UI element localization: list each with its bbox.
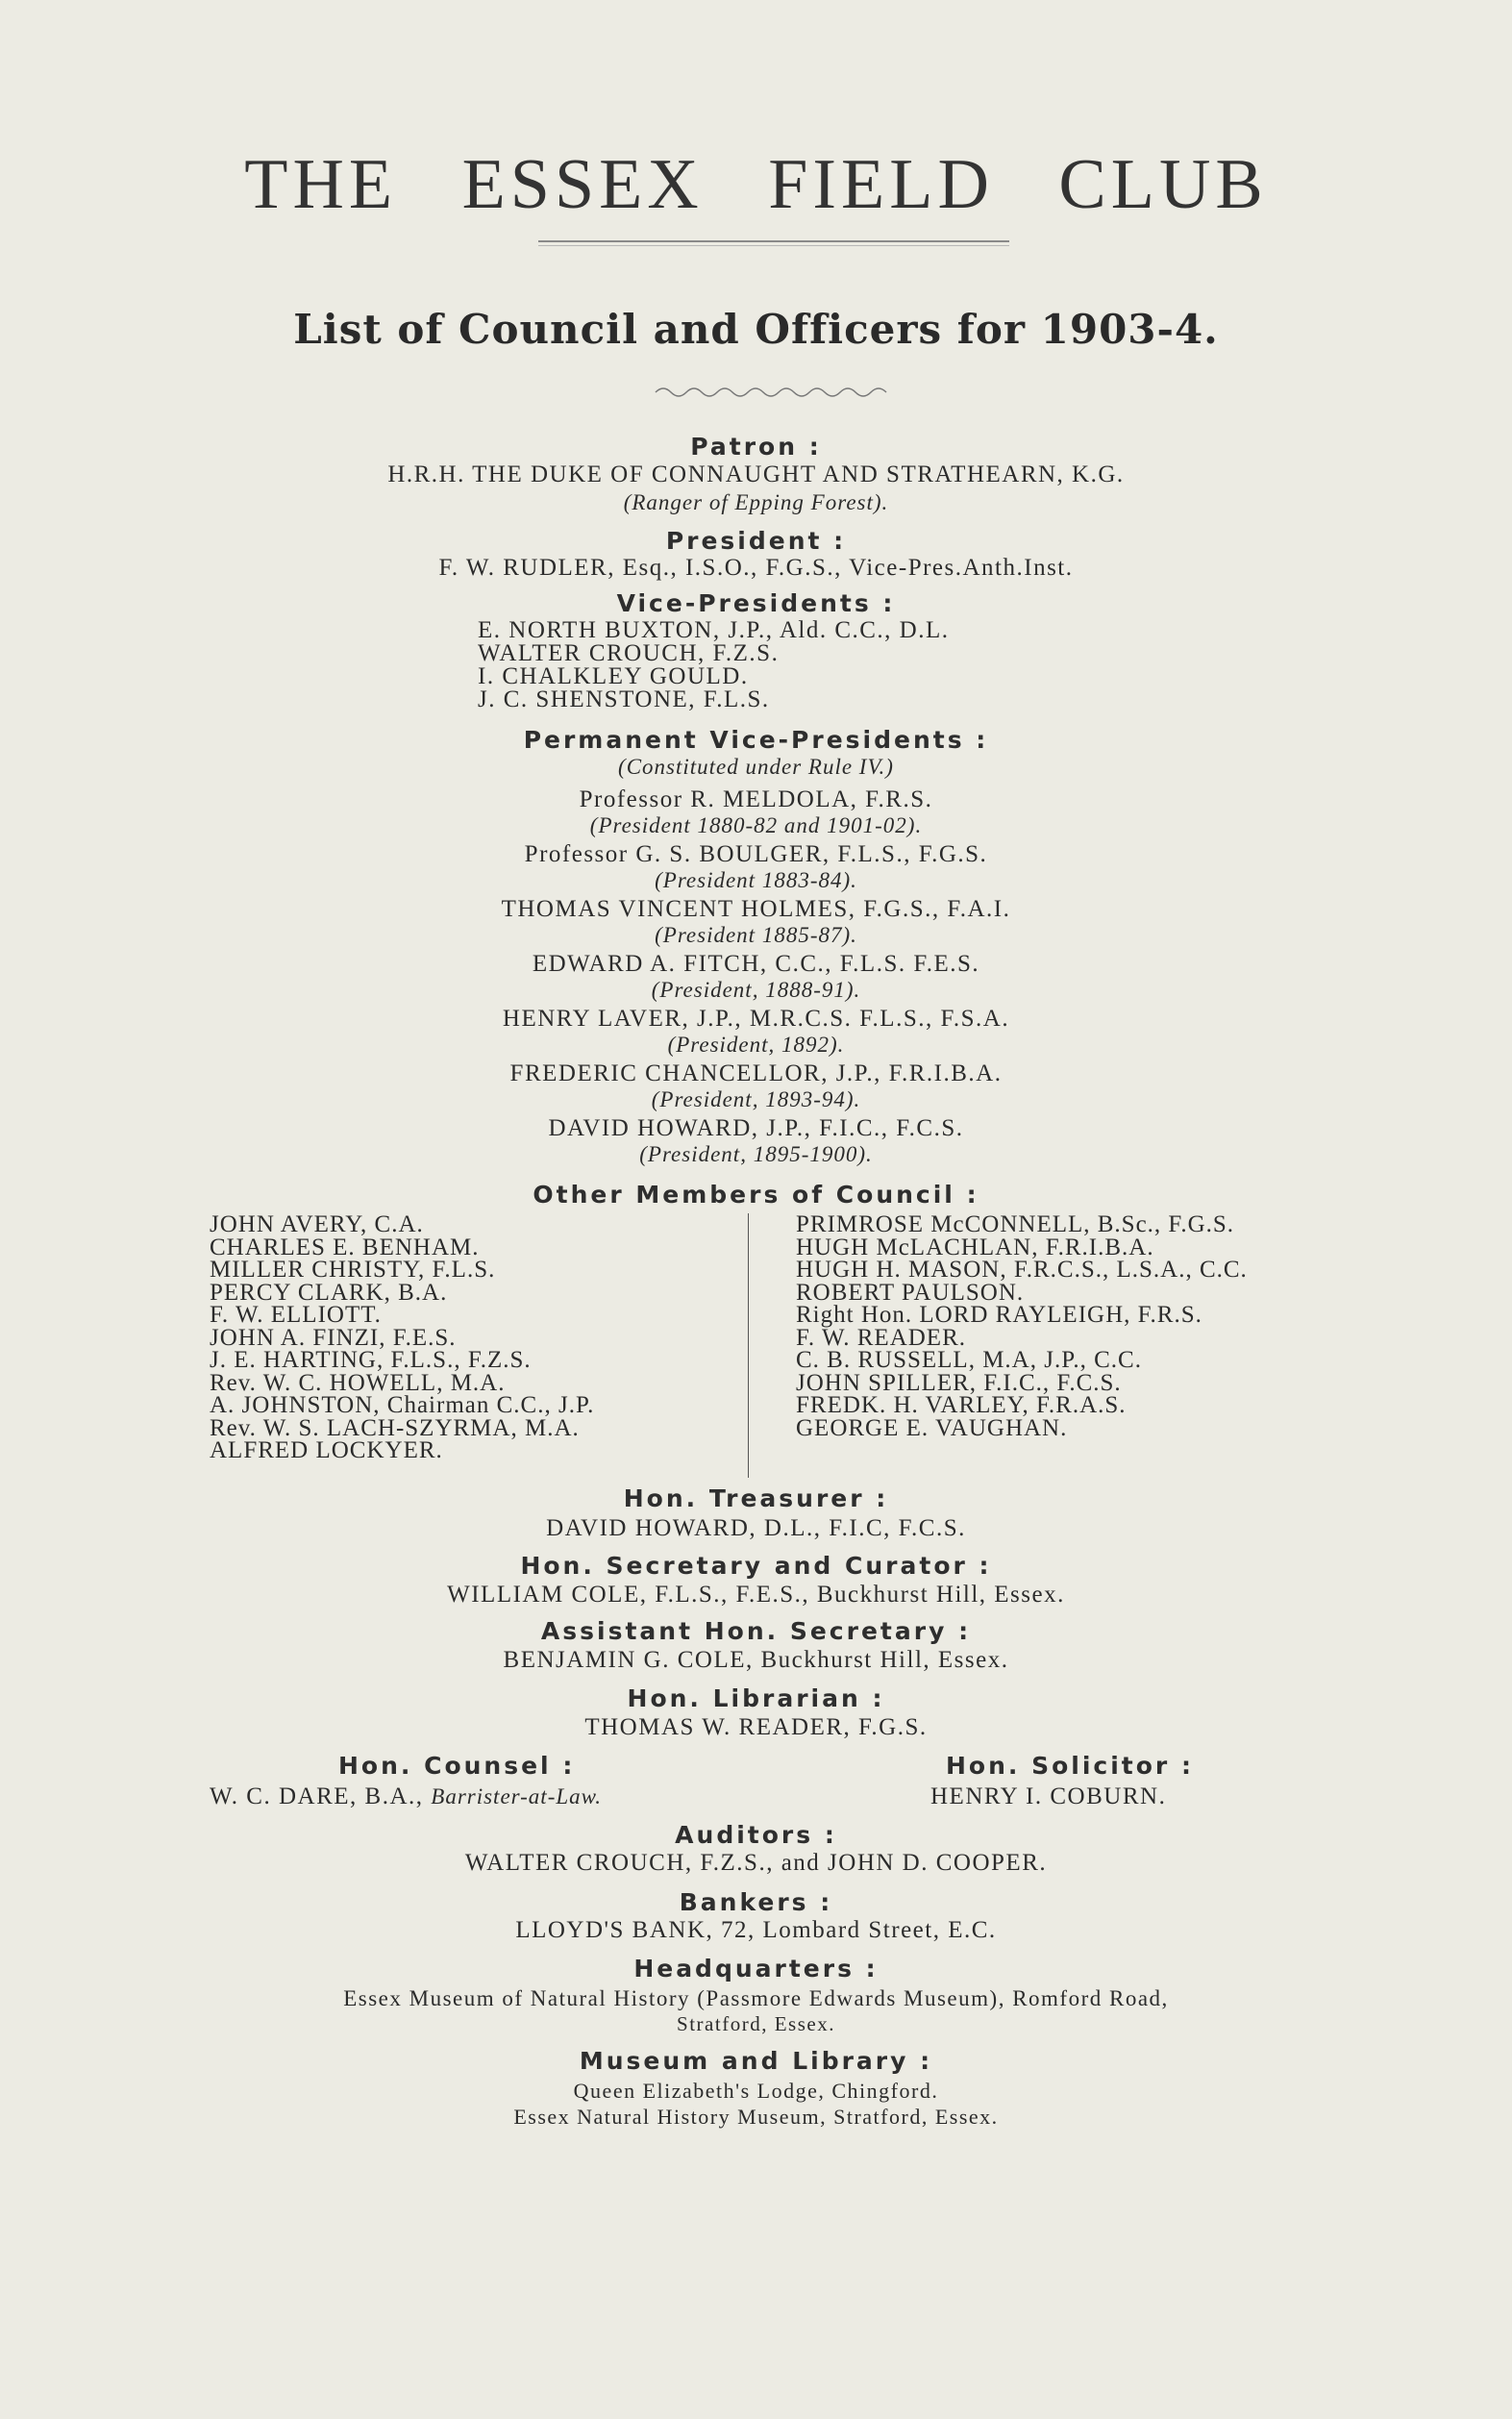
council-member: ALFRED LOCKYER. bbox=[210, 1437, 443, 1463]
secretary-name: WILLIAM COLE, F.L.S., F.E.S., Buckhurst Hill, Essex. bbox=[447, 1582, 1065, 1608]
permanent-vp-name: Professor R. MELDOLA, F.R.S. bbox=[579, 786, 933, 812]
assistant-secretary-name: BENJAMIN G. COLE, Buckhurst Hill, Essex. bbox=[503, 1647, 1009, 1673]
vice-president-entry: E. NORTH BUXTON, J.P., Ald. C.C., D.L. bbox=[478, 617, 950, 643]
permanent-vp-name: DAVID HOWARD, J.P., F.I.C., F.C.S. bbox=[548, 1115, 964, 1141]
vice-presidents-heading: Vice-Presidents : bbox=[616, 589, 896, 617]
permanent-vp-name: FREDERIC CHANCELLOR, J.P., F.R.I.B.A. bbox=[509, 1060, 1003, 1086]
vice-president-entry: I. CHALKLEY GOULD. bbox=[478, 663, 749, 689]
permanent-vp-heading: Permanent Vice-Presidents : bbox=[523, 726, 989, 754]
council-member: Rev. W. S. LACH-SZYRMA, M.A. bbox=[210, 1414, 580, 1441]
museum-library-address: Queen Elizabeth's Lodge, Chingford. bbox=[573, 2079, 939, 2103]
president-heading: President : bbox=[665, 527, 847, 555]
council-member: A. JOHNSTON, Chairman C.C., J.P. bbox=[210, 1392, 595, 1418]
council-member: F. W. ELLIOTT. bbox=[210, 1302, 382, 1328]
council-member: F. W. READER. bbox=[796, 1324, 967, 1351]
permanent-vp-name: Professor G. S. BOULGER, F.L.S., F.G.S. bbox=[524, 841, 988, 867]
permanent-vp-term: (President 1880-82 and 1901-02). bbox=[589, 813, 923, 837]
solicitor-name: HENRY I. COBURN. bbox=[930, 1783, 1167, 1809]
counsel-name bbox=[210, 1783, 602, 1810]
permanent-vp-term: (President, 1893-94). bbox=[651, 1087, 861, 1111]
counsel-title: Barrister-at-Law. bbox=[431, 1784, 603, 1808]
treasurer-name: DAVID HOWARD, D.L., F.I.C, F.C.S. bbox=[546, 1515, 966, 1541]
permanent-vp-term: (President 1883-84). bbox=[655, 868, 857, 892]
council-column-divider bbox=[748, 1213, 749, 1478]
council-member: HUGH McLACHLAN, F.R.I.B.A. bbox=[796, 1234, 1154, 1260]
ornamental-swash bbox=[654, 383, 894, 402]
title-divider bbox=[538, 240, 1009, 246]
council-member: C. B. RUSSELL, M.A, J.P., C.C. bbox=[796, 1347, 1142, 1373]
council-right-column bbox=[796, 1213, 1248, 1439]
permanent-vp-term: (President, 1895-1900). bbox=[639, 1142, 873, 1166]
vice-president-entry: WALTER CROUCH, F.Z.S. bbox=[478, 640, 780, 666]
council-member: ROBERT PAULSON. bbox=[796, 1279, 1025, 1306]
council-member: J. E. HARTING, F.L.S., F.Z.S. bbox=[210, 1347, 532, 1373]
bankers-heading: Bankers : bbox=[679, 1888, 833, 1916]
council-member: MILLER CHRISTY, F.L.S. bbox=[210, 1257, 496, 1283]
vice-president-entry: J. C. SHENSTONE, F.L.S. bbox=[478, 686, 770, 712]
museum-library-address-2: Essex Natural History Museum, Stratford, Essex. bbox=[513, 2105, 999, 2129]
permanent-vp-term: (President 1885-87). bbox=[655, 923, 857, 947]
council-member: JOHN SPILLER, F.I.C., F.C.S. bbox=[796, 1369, 1122, 1396]
permanent-vp-term: (President, 1888-91). bbox=[651, 978, 861, 1002]
permanent-vp-term: (President, 1892). bbox=[667, 1033, 845, 1057]
auditors-names: WALTER CROUCH, F.Z.S., and JOHN D. COOPER. bbox=[464, 1850, 1048, 1876]
council-member: PRIMROSE McCONNELL, B.Sc., F.G.S. bbox=[796, 1211, 1235, 1237]
counsel-name-plain: W. C. DARE, B.A., bbox=[210, 1783, 432, 1809]
council-member: GEORGE E. VAUGHAN. bbox=[796, 1414, 1068, 1441]
council-member: PERCY CLARK, B.A. bbox=[210, 1279, 448, 1306]
page-subtitle: List of Council and Officers for 1903-4. bbox=[293, 306, 1219, 353]
headquarters-address: Essex Museum of Natural History (Passmore Edwards Museum), Romford Road, bbox=[343, 1986, 1169, 2010]
permanent-vp-name: HENRY LAVER, J.P., M.R.C.S. F.L.S., F.S.A. bbox=[502, 1006, 1010, 1032]
librarian-heading: Hon. Librarian : bbox=[627, 1684, 885, 1712]
librarian-name: THOMAS W. READER, F.G.S. bbox=[584, 1714, 928, 1740]
headquarters-address-2: Stratford, Essex. bbox=[677, 2012, 835, 2035]
permanent-vp-name: THOMAS VINCENT HOLMES, F.G.S., F.A.I. bbox=[501, 896, 1011, 922]
council-member: CHARLES E. BENHAM. bbox=[210, 1234, 480, 1260]
bankers-name: LLOYD'S BANK, 72, Lombard Street, E.C. bbox=[515, 1917, 997, 1943]
headquarters-heading: Headquarters : bbox=[633, 1955, 879, 1983]
council-member: JOHN A. FINZI, F.E.S. bbox=[210, 1324, 457, 1351]
page-title: THE ESSEX FIELD CLUB bbox=[244, 145, 1268, 224]
council-member: JOHN AVERY, C.A. bbox=[210, 1211, 424, 1237]
patron-note: (Ranger of Epping Forest). bbox=[623, 490, 889, 514]
permanent-vp-name: EDWARD A. FITCH, C.C., F.L.S. F.E.S. bbox=[532, 951, 980, 977]
council-left-column bbox=[210, 1213, 594, 1462]
permanent-vp-note: (Constituted under Rule IV.) bbox=[618, 755, 894, 779]
treasurer-heading: Hon. Treasurer : bbox=[623, 1484, 889, 1512]
council-member: FREDK. H. VARLEY, F.R.A.S. bbox=[796, 1392, 1127, 1418]
council-member: Rev. W. C. HOWELL, M.A. bbox=[210, 1369, 506, 1396]
solicitor-heading: Hon. Solicitor : bbox=[946, 1752, 1194, 1780]
counsel-heading: Hon. Counsel : bbox=[338, 1752, 576, 1780]
assistant-secretary-heading: Assistant Hon. Secretary : bbox=[540, 1617, 972, 1645]
council-member: HUGH H. MASON, F.R.C.S., L.S.A., C.C. bbox=[796, 1257, 1248, 1283]
council-member: Right Hon. LORD RAYLEIGH, F.R.S. bbox=[796, 1302, 1202, 1328]
auditors-heading: Auditors : bbox=[675, 1821, 837, 1849]
council-heading: Other Members of Council : bbox=[533, 1181, 979, 1209]
museum-library-heading: Museum and Library : bbox=[579, 2047, 933, 2075]
patron-name: H.R.H. THE DUKE OF CONNAUGHT AND STRATHEARN, K.G. bbox=[387, 461, 1125, 487]
president-name: F. W. RUDLER, Esq., I.S.O., F.G.S., Vice-Pres.Anth.Inst. bbox=[438, 555, 1074, 581]
patron-heading: Patron : bbox=[690, 433, 822, 461]
secretary-heading: Hon. Secretary and Curator : bbox=[520, 1552, 992, 1580]
